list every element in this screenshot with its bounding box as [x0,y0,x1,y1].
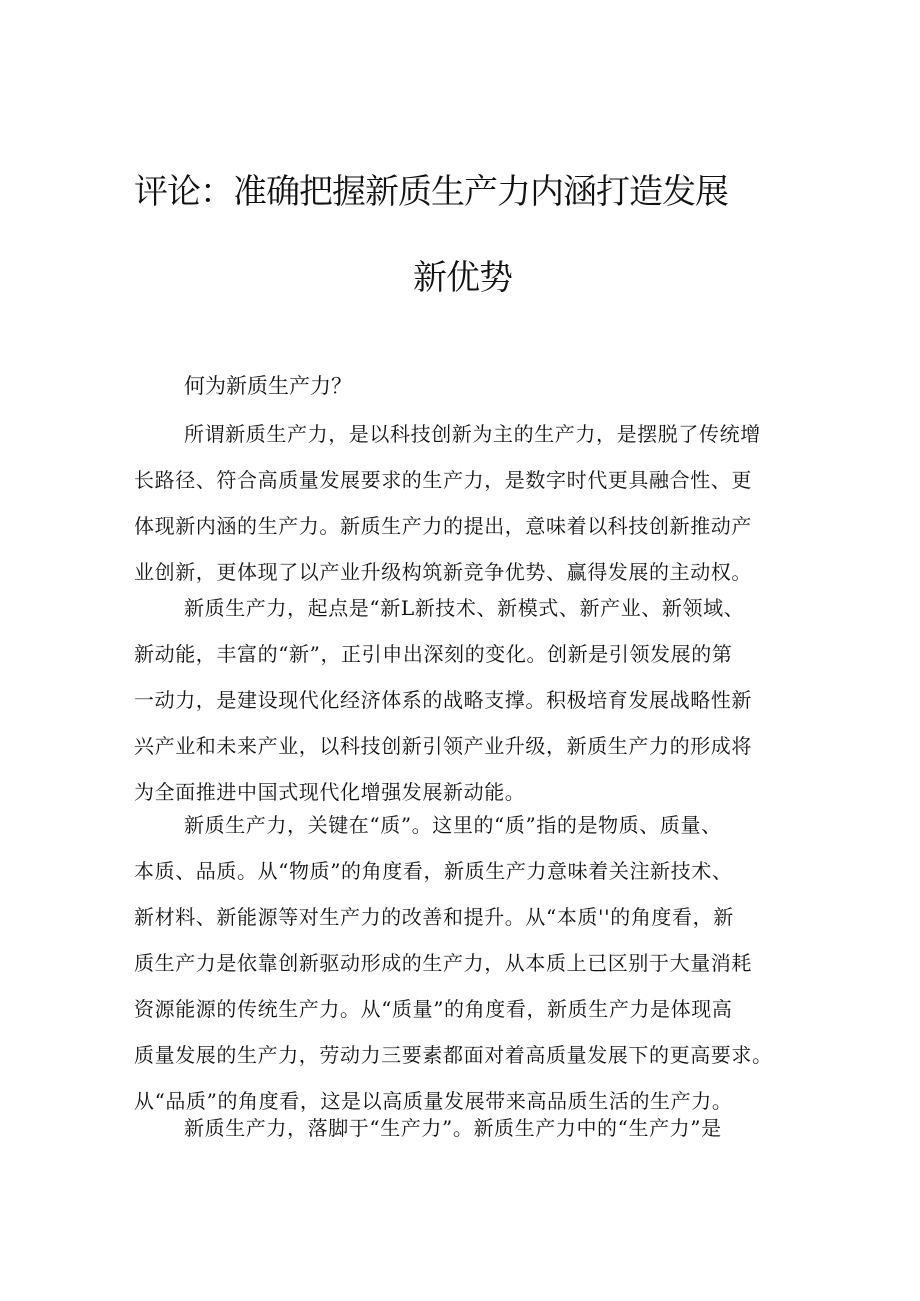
text-line: 新动能，丰富的“新”，正引申出深刻的变化。创新是引领发展的第 [134,642,733,666]
text-line: 资源能源的传统生产力。从“质量”的角度看，新质生产力是体现高 [134,997,733,1021]
section-heading: 何为新质生产力？ [184,374,352,398]
text-line: 新材料、新能源等对生产力的改善和提升。从“本质''的角度看，新 [134,905,734,929]
text-line: 本质、品质。从“物质”的角度看，新质生产力意味着关注新技术、 [134,859,733,883]
article-title-line-1: 评论：准确把握新质生产力内涵打造发展 [134,172,728,212]
text-line: 体现新内涵的生产力。新质生产力的提出，意味着以科技创新推动产 [134,514,752,538]
text-line: 质量发展的生产力，劳动力三要素都面对着高质量发展下的更高要求。 [134,1043,773,1067]
paragraph-1 [134,411,814,595]
text-line: 兴产业和未来产业，以科技创新引领产业升级，新质生产力的形成将 [134,734,752,758]
text-line: 新质生产力，落脚于“生产力”。新质生产力中的“生产力”是 [184,1116,722,1140]
text-line: 从“品质”的角度看，这是以高质量发展带来高品质生活的生产力。 [134,1089,733,1113]
text-line: 长路径、符合高质量发展要求的生产力，是数字时代更具融合性、更 [134,468,752,492]
text-line: 业创新，更体现了以产业升级构筑新竞争优势、赢得发展的主动权。 [134,560,752,584]
text-line: 一动力，是建设现代化经济体系的战略支撑。积极培育发展战略性新 [134,688,752,712]
paragraph-3 [134,802,814,1124]
text-line: 质生产力是依靠创新驱动形成的生产力，从本质上已区别于大量消耗 [134,951,752,975]
text-line: 新质生产力，关键在“质”。这里的“质”指的是物质、质量、 [184,813,722,837]
text-line: 为全面推进中国式现代化增强发展新动能。 [134,780,526,804]
text-line: 新质生产力，起点是“新L新技术、新模式、新产业、新领域、 [184,596,745,620]
paragraph-2 [134,585,814,815]
text-line: 所谓新质生产力，是以科技创新为主的生产力，是摆脱了传统增 [184,422,761,446]
paragraph-4 [134,1105,814,1151]
article-title-line-2: 新优势 [413,258,512,298]
